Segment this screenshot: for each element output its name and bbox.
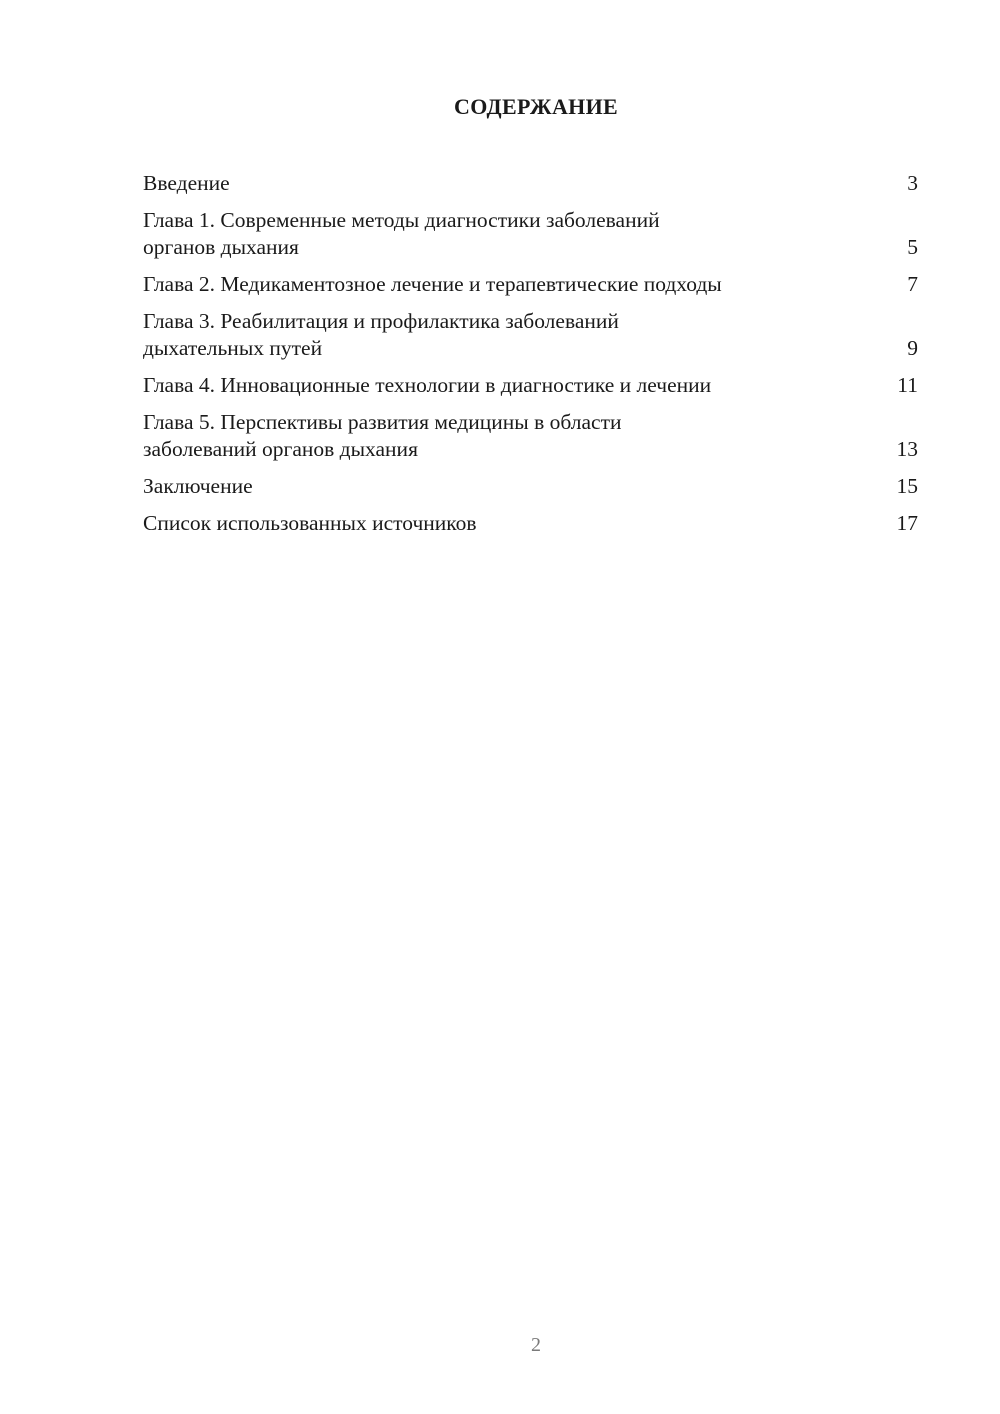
toc-entry-references[interactable] <box>143 510 918 537</box>
toc-entry-page: 11 <box>897 373 918 397</box>
toc-entry-page: 5 <box>907 235 918 259</box>
page-title: СОДЕРЖАНИЕ <box>454 94 618 119</box>
table-of-contents <box>143 170 918 547</box>
toc-entry-chapter-1[interactable] <box>143 207 918 261</box>
toc-entry-line: дыхательных путей <box>143 336 323 360</box>
toc-entry-line: заболеваний органов дыхания <box>143 437 418 461</box>
toc-entry-page: 17 <box>896 511 918 535</box>
toc-entry-page: 3 <box>907 171 918 195</box>
toc-entry-title <box>143 170 907 197</box>
toc-entry-title <box>143 409 897 463</box>
toc-entry-chapter-5[interactable] <box>143 409 918 463</box>
toc-entry-line: органов дыхания <box>143 235 299 259</box>
toc-entry-line: Список использованных источников <box>143 511 477 535</box>
toc-entry-line: Введение <box>143 171 230 195</box>
toc-entry-conclusion[interactable] <box>143 473 918 500</box>
toc-entry-title <box>143 372 897 399</box>
toc-entry-page: 7 <box>907 272 918 296</box>
toc-entry-line: Глава 4. Инновационные технологии в диагностике и лечении <box>143 373 712 397</box>
toc-entry-page: 15 <box>896 474 918 498</box>
page-number: 2 <box>531 1334 541 1356</box>
toc-entry-title <box>143 308 907 362</box>
toc-entry-line: Глава 5. Перспективы развития медицины в области <box>143 410 622 434</box>
toc-entry-title <box>143 271 907 298</box>
toc-entry-page: 13 <box>896 437 918 461</box>
toc-entry-chapter-3[interactable] <box>143 308 918 362</box>
toc-entry-title <box>143 510 897 537</box>
toc-entry-line: Глава 3. Реабилитация и профилактика заболеваний <box>143 309 619 333</box>
toc-entry-title <box>143 473 897 500</box>
toc-entry-line: Глава 1. Современные методы диагностики заболеваний <box>143 208 660 232</box>
toc-entry-title <box>143 207 907 261</box>
toc-entry-page: 9 <box>907 336 918 360</box>
toc-entry-line: Заключение <box>143 474 253 498</box>
toc-entry-chapter-2[interactable] <box>143 271 918 298</box>
toc-entry-line: Глава 2. Медикаментозное лечение и терапевтические подходы <box>143 272 722 296</box>
toc-entry-introduction[interactable] <box>143 170 918 197</box>
toc-entry-chapter-4[interactable] <box>143 372 918 399</box>
